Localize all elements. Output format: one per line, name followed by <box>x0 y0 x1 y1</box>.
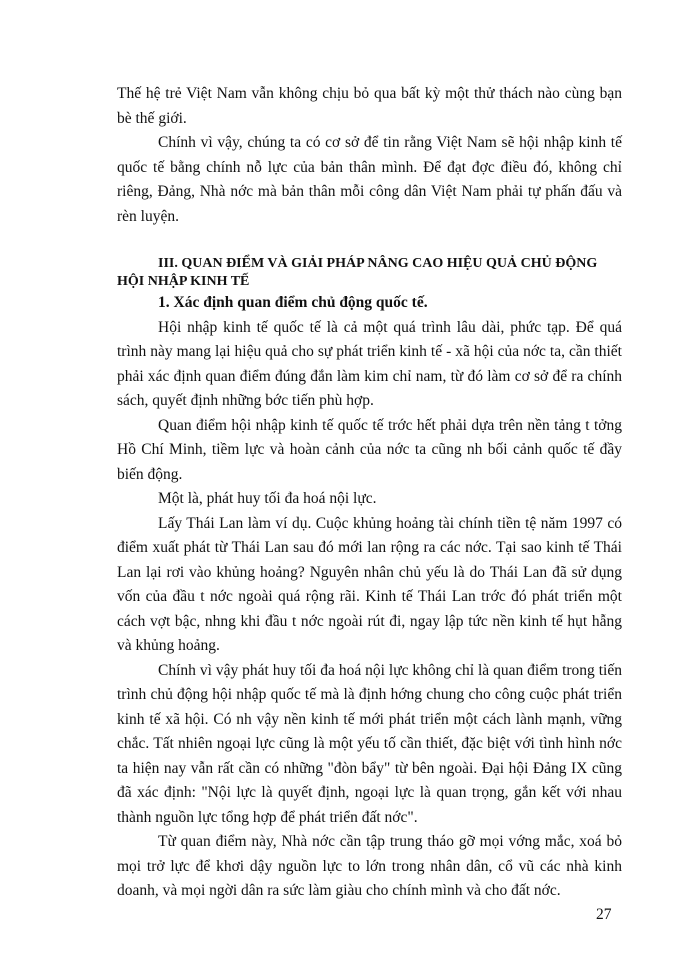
page-body <box>117 82 622 904</box>
paragraph-1: Thế hệ trẻ Việt Nam vẫn không chịu bỏ qua bất kỳ một thử thách nào cùng bạn bè thế giới. <box>117 85 622 127</box>
paragraph-4: Quan điểm hội nhập kinh tế quốc tế trớc hết phải dựa trên nền tảng t tởng Hồ Chí Minh, tiềm lực và hoàn cảnh của nớc ta cũng nh bối cảnh quốc tế đầy biến động. <box>117 416 622 483</box>
paragraph-8: Từ quan điểm này, Nhà nớc cần tập trung tháo gỡ mọi vớng mắc, xoá bỏ mọi trở lực để khơi dậy nguồn lực to lớn trong nhân dân, cổ vũ các nhà kinh doanh, và mọi ngời dân ra sức làm giàu cho chính mình và cho đất nớc. <box>117 833 622 899</box>
paragraph-3: Hội nhập kinh tế quốc tế là cả một quá trình lâu dài, phức tạp. Để quá trình này mang lại hiệu quả cho sự phát triển kinh tế - xã hội của nớc ta, cần thiết phải xác định quan điểm đúng đắn làm kim chỉ nam, từ đó làm cơ sở để ra chính sách, quyết định những bớc tiến phù hợp. <box>117 318 622 409</box>
paragraph-7: Chính vì vậy phát huy tối đa hoá nội lực không chỉ là quan điểm trong tiến trình chủ động hội nhập quốc tế mà là định hớng chung cho công cuộc phát triển kinh tế xã hội. Có nh vậy nền kinh tế mới phát triển một cách lành mạnh, vững chắc. Tất nhiên ngoại lực cũng là một yếu tố cần thiết, đặc biệt với tình hình nớc ta hiện nay vẫn rất cần có những "đòn bẩy" từ bên ngoài. Đại hội Đảng IX cũng đã xác định: "Nội lực là quyết định, ngoại lực là quan trọng, gắn kết với nhau thành nguồn lực tổng hợp để phát triển đất nớc". <box>117 661 622 826</box>
paragraph-2: Chính vì vậy, chúng ta có cơ sở để tin rằng Việt Nam sẽ hội nhập kinh tế quốc tế bằng chính nỗ lực của bản thân mình. Để đạt đợc điều đó, không chỉ riêng, Đảng, Nhà nớc mà bản thân mỗi công dân Việt Nam phải tự phấn đấu và rèn luyện. <box>117 134 622 225</box>
page-number: 27 <box>596 906 612 923</box>
paragraph-6: Lấy Thái Lan làm ví dụ. Cuộc khủng hoảng tài chính tiền tệ năm 1997 có điểm xuất phát từ Thái Lan sau đó mới lan rộng ra các nớc. Tại sao kinh tế Thái Lan lại rơi vào khủng hoảng? Nguyên nhân chủ yếu là do Thái Lan đã sử dụng vốn của đầu t nớc ngoài quá rộng rãi. Kinh tế Thái Lan trớc đó phát triển một cách vợt bậc, nhng khi đầu t nớc ngoài rút đi, ngay lập tức nền kinh tế hụt hẫng và khủng hoảng. <box>117 514 622 654</box>
section-heading: III. QUAN ĐIỂM VÀ GIẢI PHÁP NÂNG CAO HIỆU QUẢ CHỦ ĐỘNG HỘI NHẬP KINH TẾ <box>117 256 598 289</box>
paragraph-5: Một là, phát huy tối đa hoá nội lực. <box>158 490 377 507</box>
subsection-heading: 1. Xác định quan điểm chủ động quốc tế. <box>158 294 428 311</box>
